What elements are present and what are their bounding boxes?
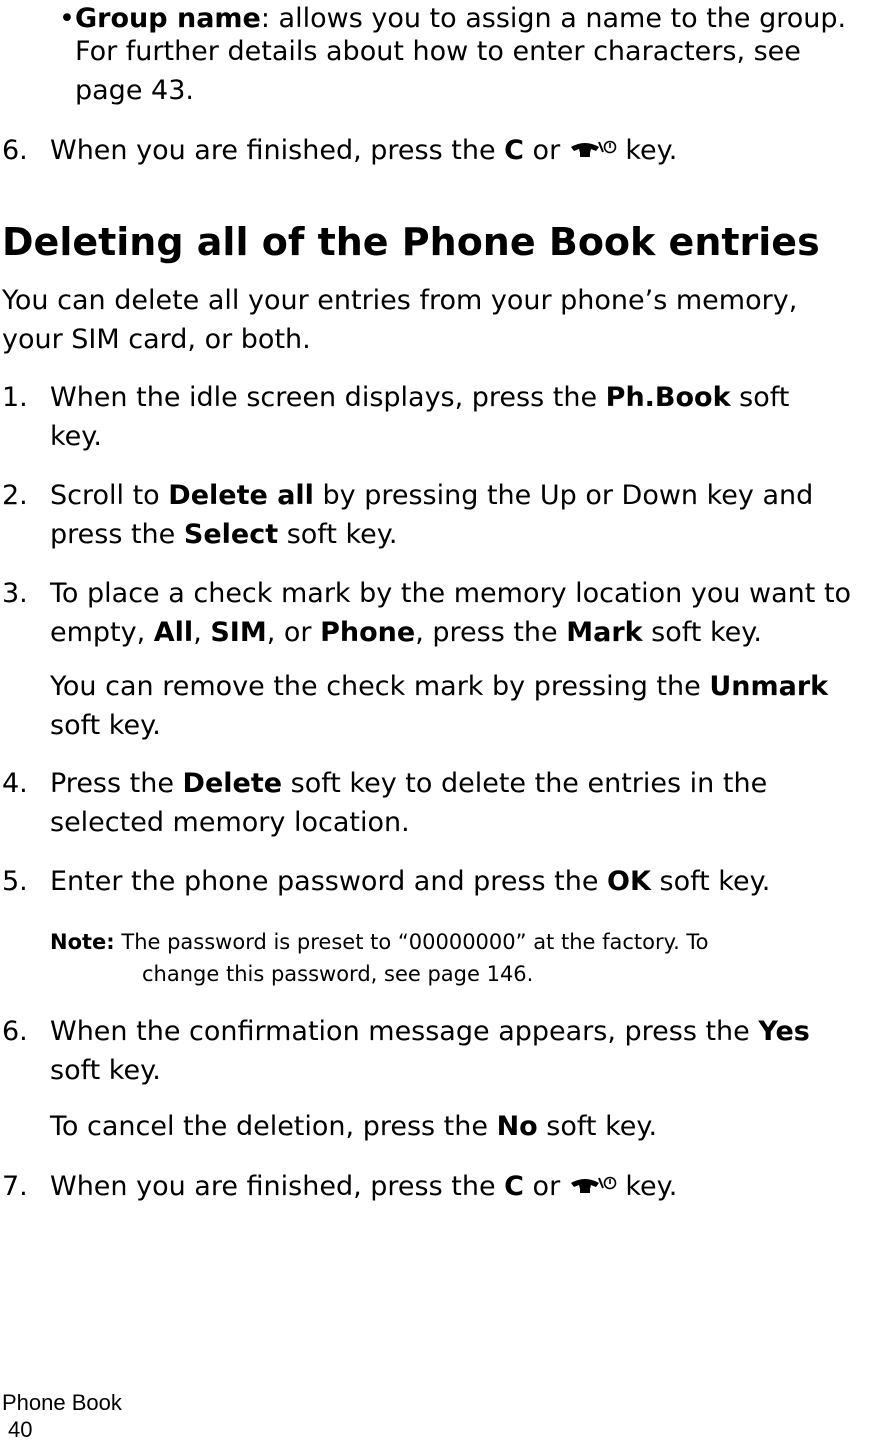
end-call-power-icon <box>569 133 617 171</box>
option-label: Phone <box>320 617 416 648</box>
bullet-text: : allows you to assign a name to the group. <box>260 3 847 34</box>
step-text: When the confirmation message appears, press the <box>50 1016 759 1047</box>
step-text: Scroll to <box>50 480 169 511</box>
step-text: or <box>523 1171 569 1202</box>
note-line1 <box>50 925 709 960</box>
end-call-power-icon <box>569 1169 617 1207</box>
step-text: Enter the phone password and press the <box>50 866 608 897</box>
step-number: 6. <box>2 1016 28 1047</box>
step-text: soft key. <box>278 519 398 550</box>
step-text: Press the <box>50 768 183 799</box>
step-text: by pressing the Up or Down key and <box>313 480 814 511</box>
softkey-label: No <box>496 1111 538 1142</box>
step-text: You can remove the check mark by pressing the <box>50 671 710 702</box>
softkey-label: Ph.Book <box>605 382 731 413</box>
option-label: SIM <box>210 617 267 648</box>
step-text: , <box>193 617 211 648</box>
step-text: key. <box>616 135 678 166</box>
step-7-line1 <box>50 1168 677 1207</box>
step-6-line1 <box>50 1013 810 1051</box>
step-number: 2. <box>2 480 28 511</box>
c-key-label: C <box>504 1171 524 1202</box>
step-text: soft key. <box>537 1111 658 1142</box>
step-1-line1 <box>50 379 789 417</box>
bullet-term: Group name <box>75 3 261 34</box>
softkey-label: Yes <box>758 1016 810 1047</box>
step-text: When you are finished, press the <box>50 135 505 166</box>
step-2-line2 <box>50 516 398 554</box>
step-number: 5. <box>2 866 28 897</box>
footer-page-number: 40 <box>8 1417 33 1442</box>
softkey-label: Unmark <box>709 671 829 702</box>
step-text: empty, <box>50 617 154 648</box>
softkey-label: Select <box>183 519 279 550</box>
step-text: soft key. <box>650 866 771 897</box>
footer-section: Phone Book <box>2 1390 122 1415</box>
bullet-line2: For further details about how to enter characters, see <box>75 36 801 67</box>
step-text: soft <box>730 382 790 413</box>
step-5-line1 <box>50 863 770 901</box>
step-number: 4. <box>2 768 28 799</box>
c-key-label: C <box>504 135 524 166</box>
step-text: press the <box>50 519 184 550</box>
step-3-line1: To place a check mark by the memory location you want to <box>50 578 852 609</box>
step-number: 1. <box>2 382 28 413</box>
menu-option-label: Delete all <box>168 480 314 511</box>
step-text: When you are finished, press the <box>50 1171 505 1202</box>
step-3-line2 <box>50 614 762 652</box>
step-6-line2: soft key. <box>50 1055 161 1086</box>
option-label: All <box>153 617 194 648</box>
step-text: , press the <box>415 617 567 648</box>
step-text: To cancel the deletion, press the <box>50 1111 497 1142</box>
step-text: soft key to delete the entries in the <box>282 768 768 799</box>
softkey-label: OK <box>607 866 651 897</box>
step-number: 6. <box>2 135 28 166</box>
step-4-line2: selected memory location. <box>50 807 410 838</box>
note-line2: change this password, see page 146. <box>142 962 534 986</box>
softkey-label: Delete <box>182 768 283 799</box>
intro-line1: You can delete all your entries from your phone’s memory, <box>2 285 798 316</box>
step-3-para2-line2: soft key. <box>50 710 161 741</box>
step-text: When the idle screen displays, press the <box>50 382 606 413</box>
step-text: , or <box>266 617 321 648</box>
step-number: 7. <box>2 1171 28 1202</box>
step-text: soft key. <box>642 617 762 648</box>
step-6-para2 <box>50 1108 657 1146</box>
section-heading: Deleting all of the Phone Book entries <box>2 220 820 264</box>
step-4-line1 <box>50 765 767 803</box>
step-2-line1 <box>50 477 813 515</box>
step-3-para2-line1 <box>50 668 828 706</box>
note-label: Note: <box>50 930 115 954</box>
intro-line2: your SIM card, or both. <box>2 324 311 355</box>
step-6-first-text <box>50 132 677 171</box>
step-text: or <box>523 135 569 166</box>
step-number: 3. <box>2 578 28 609</box>
note-text: The password is preset to “00000000” at the factory. To <box>114 930 709 954</box>
softkey-label: Mark <box>566 617 643 648</box>
bullet-line3: page 43. <box>75 75 194 106</box>
step-text: key. <box>616 1171 678 1202</box>
step-1-line2: key. <box>50 421 102 452</box>
bullet-dot: • <box>59 3 75 34</box>
